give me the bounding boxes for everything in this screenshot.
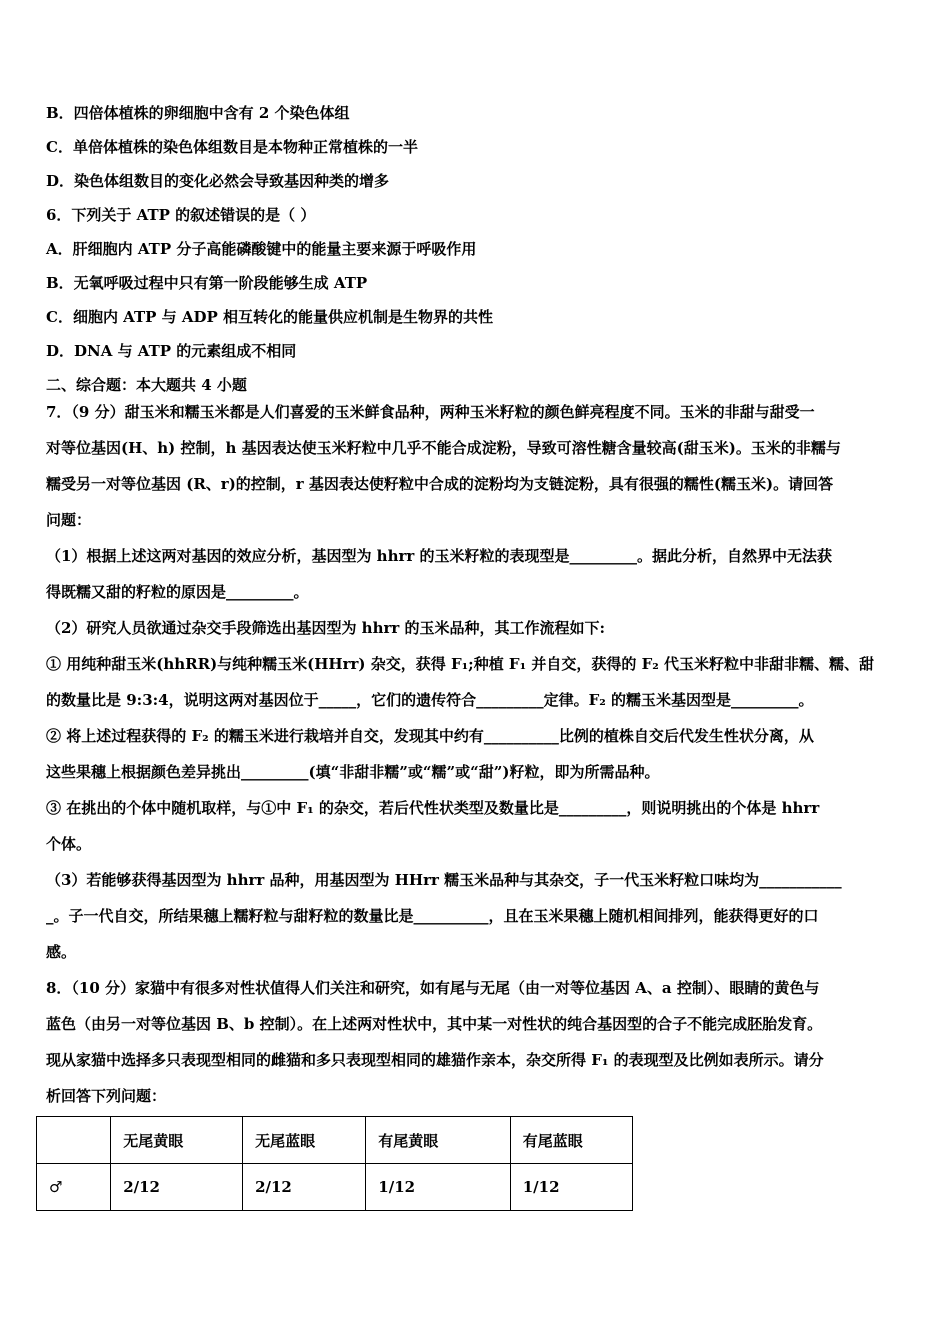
male-symbol: ♂ [37,1164,111,1211]
table-header-cell: 有尾蓝眼 [510,1117,632,1164]
option-a-q6: A．肝细胞内 ATP 分子高能磷酸键中的能量主要来源于呼吸作用 [46,240,477,258]
q7-step3-line-1: ③ 在挑出的个体中随机取样，与①中 F₁ 的杂交，若后代性状类型及数量比是_________，则说明挑出的个体是 hhrr [46,799,820,817]
table-header-cell [37,1117,111,1164]
option-c-q5: C．单倍体植株的染色体组数目是本物种正常植株的一半 [46,138,418,156]
q7-step2-line-2: 这些果穗上根据颜色差异挑出_________(填“非甜非糯”或“糯”或“甜”)籽粒，即为所需品种。 [46,763,660,781]
q7-line-3: 糯受另一对等位基因 (R、r)的控制，r 基因表达使籽粒中合成的淀粉均为支链淀粉，具有很强的糯性(糯玉米)。请回答 [46,475,834,493]
q7-part3-line-2: _。子一代自交，所结果穗上糯籽粒与甜籽粒的数量比是__________，且在玉米果穗上随机相间排列，能获得更好的口 [46,907,819,925]
option-d-q5: D．染色体组数目的变化必然会导致基因种类的增多 [46,172,390,190]
table-header-cell: 有尾黄眼 [366,1117,510,1164]
table-cell: 1/12 [366,1164,510,1211]
option-b-q6: B．无氧呼吸过程中只有第一阶段能够生成 ATP [46,274,368,292]
option-d-q6: D．DNA 与 ATP 的元素组成不相同 [46,342,297,360]
q7-step1-line-2: 的数量比是 9:3:4，说明这两对基因位于_____，它们的遗传符合_________定律。F₂ 的糯玉米基因型是_________。 [46,691,814,709]
table-row [37,1164,633,1211]
table-cell: 1/12 [510,1164,632,1211]
option-b-q5: B．四倍体植株的卵细胞中含有 2 个染色体组 [46,104,350,122]
table-header-cell: 无尾蓝眼 [243,1117,366,1164]
q7-part3-line-1: （3）若能够获得基因型为 hhrr 品种，用基因型为 HHrr 糯玉米品种与其杂交，子一代玉米籽粒口味均为___________ [46,871,842,889]
q7-step3-line-2: 个体。 [46,835,92,853]
q7-part2-intro: （2）研究人员欲通过杂交手段筛选出基因型为 hhrr 的玉米品种，其工作流程如下: [46,619,606,637]
table-cell: 2/12 [243,1164,366,1211]
q8-line-1: 8．（10 分）家猫中有很多对性状值得人们关注和研究，如有尾与无尾（由一对等位基因 A、a 控制）、眼睛的黄色与 [46,979,820,997]
question-6-stem: 6．下列关于 ATP 的叙述错误的是（ ） [46,206,316,224]
q7-line-1: 7．（9 分）甜玉米和糯玉米都是人们喜爱的玉米鲜食品种，两种玉米籽粒的颜色鲜亮程度不同。玉米的非甜与甜受一 [46,403,815,421]
q7-line-2: 对等位基因(H、h) 控制，h 基因表达使玉米籽粒中几乎不能合成淀粉，导致可溶性糖含量较高(甜玉米)。玉米的非糯与 [46,439,841,457]
q7-part1-line-2: 得既糯又甜的籽粒的原因是_________。 [46,583,309,601]
option-c-q6: C．细胞内 ATP 与 ADP 相互转化的能量供应机制是生物界的共性 [46,308,494,326]
q7-line-4: 问题： [46,511,92,529]
phenotype-table [36,1116,633,1211]
section-heading: 二、综合题：本大题共 4 小题 [46,376,247,394]
q8-line-4: 析回答下列问题： [46,1087,167,1105]
q7-part1-line-1: （1）根据上述这两对基因的效应分析，基因型为 hhrr 的玉米籽粒的表现型是_________。据此分析，自然界中无法获 [46,547,833,565]
q7-part3-line-3: 感。 [46,943,77,961]
table-cell: 2/12 [111,1164,243,1211]
q7-step1-line-1: ① 用纯种甜玉米(hhRR)与纯种糯玉米(HHrr) 杂交，获得 F₁;种植 F₁ 并自交，获得的 F₂ 代玉米籽粒中非甜非糯、糯、甜 [46,655,875,673]
q8-line-2: 蓝色（由另一对等位基因 B、b 控制）。在上述两对性状中，其中某一对性状的纯合基因型的合子不能完成胚胎发育。 [46,1015,823,1033]
q8-line-3: 现从家猫中选择多只表现型相同的雌猫和多只表现型相同的雄猫作亲本，杂交所得 F₁ 的表现型及比例如表所示。请分 [46,1051,824,1069]
table-header-cell: 无尾黄眼 [111,1117,243,1164]
table-header-row [37,1117,633,1164]
q7-step2-line-1: ② 将上述过程获得的 F₂ 的糯玉米进行栽培并自交，发现其中约有__________比例的植株自交后代发生性状分离，从 [46,727,814,745]
